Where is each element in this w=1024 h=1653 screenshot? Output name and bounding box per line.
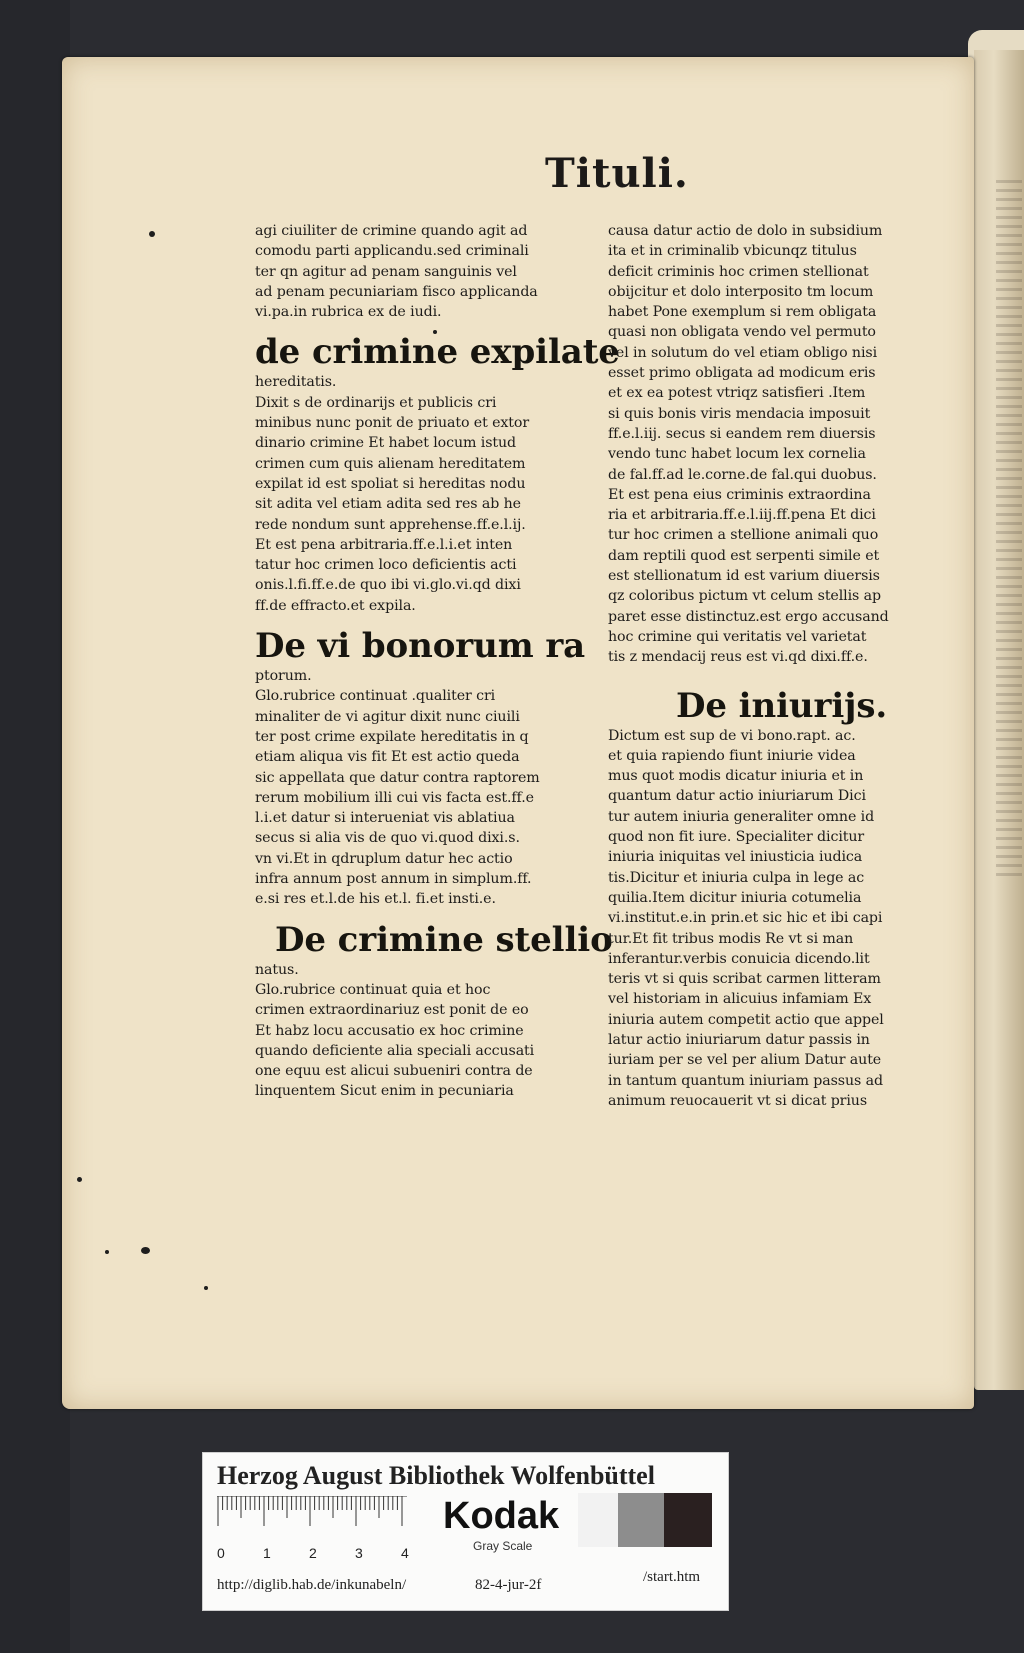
- text-line: obijcitur et dolo interposito tm locum: [608, 283, 874, 300]
- margin-dot: [141, 1247, 150, 1254]
- text-line: iniuria iniquitas vel iniusticia iudica: [608, 849, 863, 866]
- text-line: Glo.rubrice continuat .qualiter cri: [255, 688, 496, 705]
- text-line: mus quot modis dicatur iniuria et in: [608, 768, 864, 785]
- text-line: crimen extraordinariuz est ponit de eo: [255, 1002, 529, 1019]
- start-link: /start.htm: [643, 1569, 701, 1585]
- text-line: causa datur actio de dolo in subsidium: [608, 223, 883, 239]
- text-line: teris vt si quis scribat carmen litteram: [608, 971, 881, 988]
- text-line: Dictum est sup de vi bono.rapt. ac.: [608, 727, 856, 744]
- text-line: tur autem iniuria generaliter omne id: [608, 808, 875, 825]
- text-line: est stellionatum id est varium diuersis: [608, 568, 880, 585]
- text-line: Dixit s de ordinarijs et publicis cri: [255, 394, 497, 411]
- text-line: rede nondum sunt apprehense.ff.e.l.ij.: [255, 516, 526, 533]
- text-line: vi.pa.in rubrica ex de iudi.: [255, 304, 442, 321]
- text-line: qz coloribus pictum vt celum stellis ap: [608, 588, 881, 605]
- margin-dot: [204, 1286, 208, 1290]
- gray-patch-dark: [664, 1493, 712, 1547]
- heading-de-iniurijs: De iniurijs.: [676, 685, 888, 726]
- text-line: ff.de effracto.et expila.: [255, 597, 416, 614]
- heading-de-crimine-expilate: de crimine expilate: [255, 332, 620, 373]
- kodak-logo: Kodak: [443, 1495, 560, 1537]
- text-line: vn vi.Et in qdruplum datur hec actio: [255, 850, 513, 867]
- ruler-number: 0: [217, 1545, 225, 1561]
- text-line: expilat id est spoliat si hereditas nodu: [255, 475, 526, 492]
- text-line: paret esse distinctuz.est ergo accusand: [608, 608, 889, 625]
- running-head: Tituli.: [545, 150, 689, 197]
- text-line: e.si res et.l.de his et.l. fi.et insti.e.: [255, 891, 496, 908]
- text-line: tatur hoc crimen loco deficientis acti: [255, 557, 517, 574]
- text-line: sit adita vel etiam adita sed res ab he: [255, 496, 521, 513]
- text-line: ita et in criminalib vbicunqz titulus: [608, 243, 857, 260]
- text-line: tur hoc crimen a stellione animali quo: [608, 527, 879, 544]
- digital-library-url: http://diglib.hab.de/inkunabeln/: [217, 1577, 407, 1593]
- archive-label: [202, 1452, 729, 1611]
- text-line: Et est pena eius criminis extraordina: [608, 486, 871, 503]
- text-line: animum reuocauerit vt si dicat prius: [608, 1092, 868, 1109]
- text-line: tis z mendacij reus est vi.qd dixi.ff.e.: [608, 649, 868, 666]
- paragraph-expilate: [255, 393, 578, 616]
- heading-de-crimine-stellionatus: De crimine stellio: [275, 919, 613, 960]
- text-line: comodu parti applicandu.sed criminali: [255, 243, 529, 260]
- text-line: etiam aliqua vis fit Et est actio queda: [255, 749, 520, 766]
- heading-de-vi-bonorum: De vi bonorum ra: [255, 626, 586, 667]
- intro-paragraph: [255, 221, 578, 322]
- text-line: quasi non obligata vendo vel permuto: [608, 324, 876, 341]
- ruler-number: 2: [309, 1545, 317, 1561]
- text-line: minaliter de vi agitur dixit nunc ciuili: [255, 708, 520, 725]
- text-line: ter qn agitur ad penam sanguinis vel: [255, 263, 517, 280]
- text-line: Et habz locu accusatio ex hoc crimine: [255, 1022, 524, 1039]
- text-line: hoc crimine qui veritatis vel varietat: [608, 628, 867, 645]
- text-line: secus si alia vis de quo vi.quod dixi.s.: [255, 830, 520, 847]
- paragraph-stellionatus: [255, 980, 578, 1102]
- text-line: iuriam per se vel per alium Datur aute: [608, 1052, 882, 1069]
- text-line: in tantum quantum iniuriam passus ad: [608, 1072, 883, 1089]
- text-line: deficit criminis hoc crimen stellionat: [608, 263, 869, 280]
- heading-sub: hereditatis.: [255, 374, 337, 391]
- text-line: ff.e.l.iij. secus si eandem rem diuersis: [608, 425, 876, 442]
- margin-dot: [149, 231, 155, 237]
- text-line: et ex ea potest vtriqz satisfieri .Item: [608, 385, 866, 402]
- text-line: infra annum post annum in simplum.ff.: [255, 871, 532, 888]
- text-line: quilia.Item dicitur iniuria cotumelia: [608, 889, 862, 906]
- text-line: crimen cum quis alienam hereditatem: [255, 455, 526, 472]
- text-line: quod non fit iure. Specialiter dicitur: [608, 829, 865, 846]
- ruler-scale: [217, 1496, 437, 1544]
- text-line: tur.Et fit tribus modis Re vt si man: [608, 930, 854, 947]
- text-line: dinario crimine Et habet locum istud: [255, 435, 517, 452]
- paragraph-stellionatus-cont: [608, 221, 930, 668]
- text-line: minibus nunc ponit de priuato et extor: [255, 415, 530, 432]
- margin-dot: [77, 1177, 82, 1182]
- text-line: rerum mobilium illi cui vis facta est.ff.e: [255, 789, 534, 806]
- text-line: vi.institut.e.in prin.et sic hic et ibi capi: [608, 910, 883, 927]
- text-line: iniuria autem competit actio que appel: [608, 1011, 884, 1028]
- text-line: dam reptili quod est serpenti simile et: [608, 547, 880, 564]
- text-line: onis.l.fi.ff.e.de quo ibi vi.glo.vi.qd dixi: [255, 577, 521, 594]
- text-line: l.i.et datur si interueniat vis ablatiua: [255, 810, 515, 827]
- text-line: ter post crime expilate hereditatis in q: [255, 728, 529, 745]
- ruler-number: 4: [401, 1545, 409, 1561]
- text-line: si quis bonis viris mendacia imposuit: [608, 405, 871, 422]
- right-text-column: [608, 221, 930, 1111]
- heading-sub: ptorum.: [255, 668, 312, 685]
- text-line: quando deficiente alia speciali accusati: [255, 1042, 535, 1059]
- shelfmark: 82-4-jur-2f: [475, 1577, 542, 1593]
- text-line: tis.Dicitur et iniuria culpa in lege ac: [608, 869, 865, 886]
- text-line: de fal.ff.ad le.corne.de fal.qui duobus.: [608, 466, 877, 483]
- heading-sub: natus.: [255, 961, 299, 978]
- scan-background: [0, 0, 70, 1653]
- text-line: one equu est alicui subueniri contra de: [255, 1063, 533, 1080]
- text-line: vel historiam in alicuius infamiam Ex: [608, 991, 872, 1008]
- margin-dot: [105, 1250, 109, 1254]
- text-line: vel in solutum do vel etiam obligo nisi: [608, 344, 878, 361]
- text-line: ria et arbitraria.ff.e.l.iij.ff.pena Et dici: [608, 507, 876, 524]
- text-line: latur actio iniuriarum datur passis in: [608, 1031, 870, 1048]
- gray-scale-label: Gray Scale: [473, 1539, 533, 1553]
- text-line: esset primo obligata ad modicum eris: [608, 365, 876, 382]
- gray-patch-white: [578, 1493, 619, 1547]
- text-line: Glo.rubrice continuat quia et hoc: [255, 981, 491, 998]
- ruler-number: 1: [263, 1545, 271, 1561]
- text-line: vendo tunc habet locum lex cornelia: [608, 446, 866, 463]
- text-line: agi ciuiliter de crimine quando agit ad: [255, 223, 528, 239]
- text-line: linquentem Sicut enim in pecuniaria: [255, 1083, 514, 1100]
- text-line: quantum datur actio iniuriarum Dici: [608, 788, 866, 805]
- paragraph-iniurijs: [608, 726, 930, 1112]
- text-line: sic appellata que datur contra raptorem: [255, 769, 540, 786]
- text-line: Et est pena arbitraria.ff.e.l.i.et inten: [255, 536, 513, 553]
- next-page-text-bleed: [996, 180, 1022, 880]
- text-line: et quia rapiendo fiunt iniurie videa: [608, 747, 856, 764]
- left-text-column: [255, 221, 620, 1102]
- text-line: inferantur.verbis conuicia dicendo.lit: [608, 950, 870, 967]
- paragraph-vi-bonorum: [255, 686, 578, 909]
- text-line: ad penam pecuniariam fisco applicanda: [255, 283, 538, 300]
- gray-patch-mid: [618, 1493, 664, 1547]
- ruler-number: 3: [355, 1545, 363, 1561]
- library-name: Herzog August Bibliothek Wolfenbüttel: [217, 1461, 655, 1490]
- text-line: habet Pone exemplum si rem obligata: [608, 304, 877, 321]
